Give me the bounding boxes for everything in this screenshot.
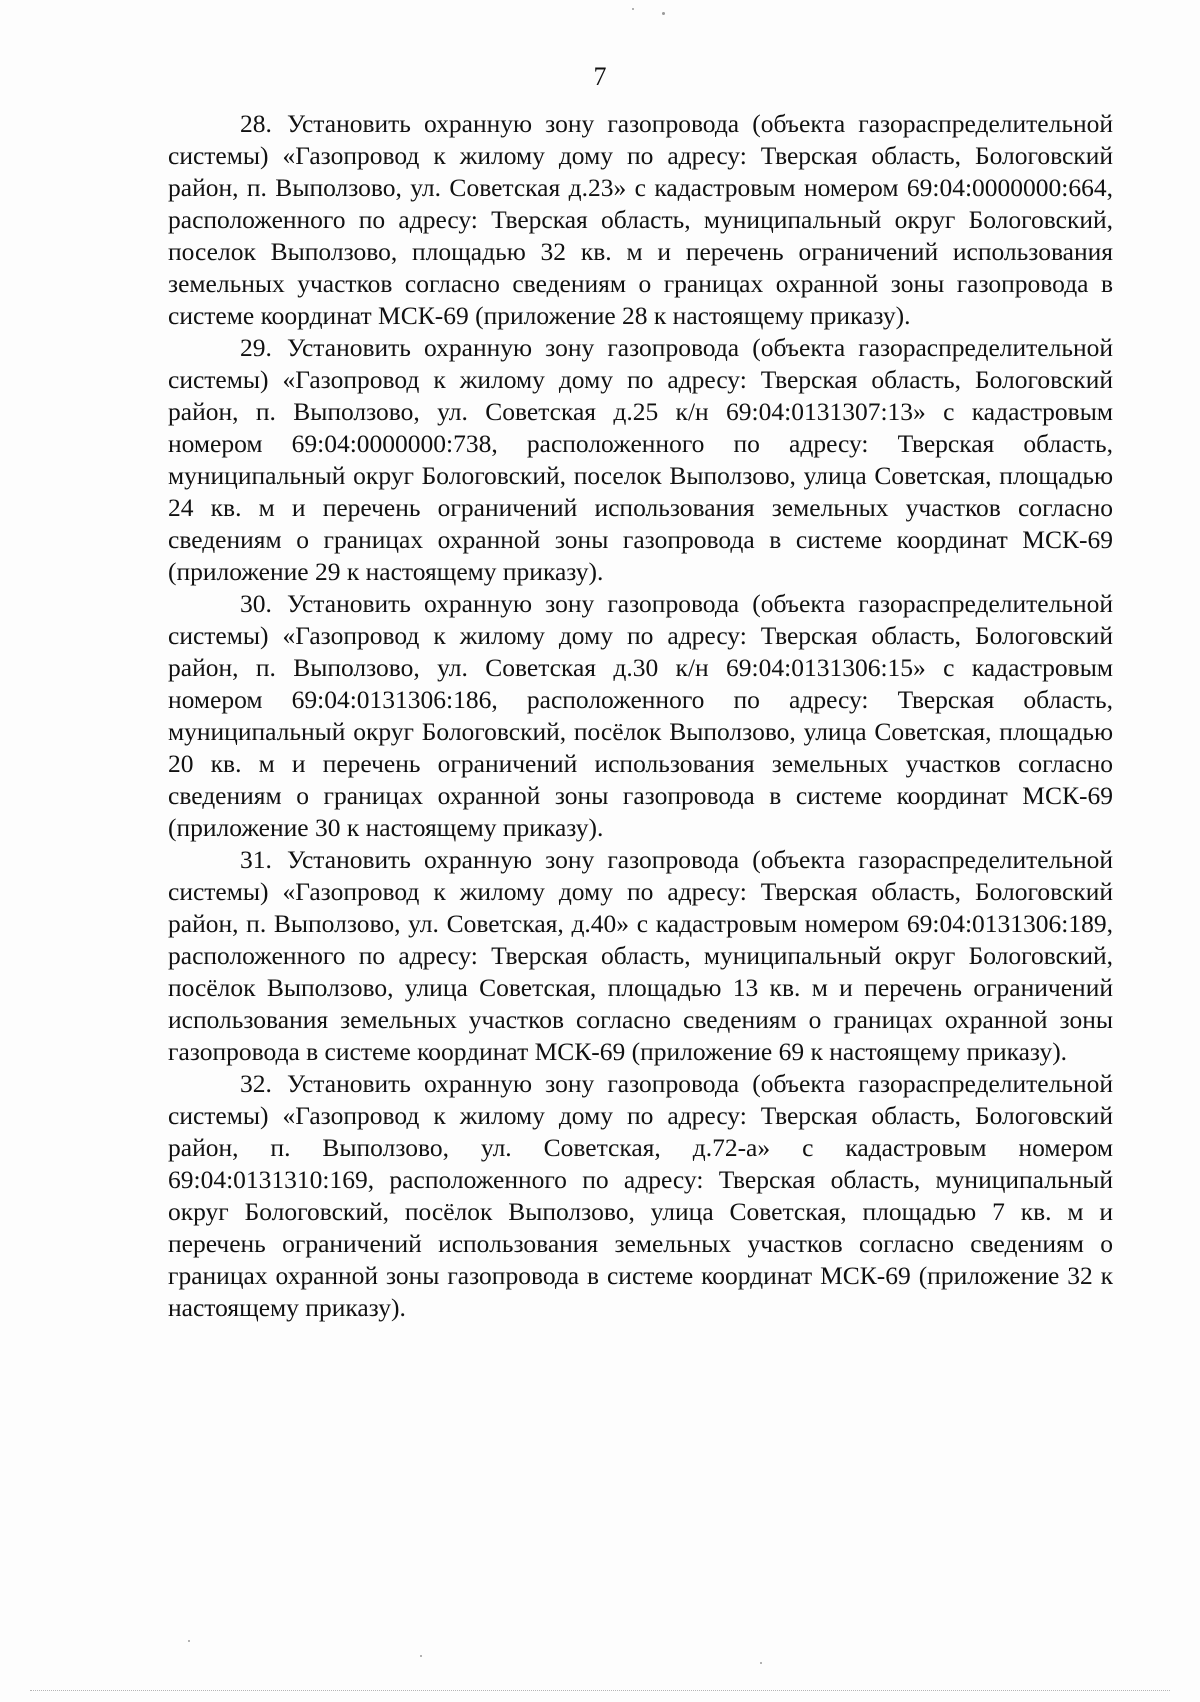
scan-speck bbox=[420, 1655, 422, 1657]
paragraph-28 bbox=[168, 108, 1113, 332]
paragraph-text: Установить охранную зону газопровода (объекта газораспределительной системы) «Газопровод к жилому дому по адресу: Тверская область, Бологовский район, п. Выползово, ул. Советская, д.40» с кадастровым номером 69:04:0131306:189, расположенного по адресу: Тверская область, муниципальный округ Бологовский, посёлок Выползово, улица Советская, площадью 13 кв. м и перечень ограничений использования земельных участков согласно сведениям о границах охранной зоны газопровода в системе координат МСК-69 (приложение 69 к настоящему приказу). bbox=[168, 845, 1113, 1066]
scan-speck bbox=[188, 1640, 190, 1642]
paragraph-text: Установить охранную зону газопровода (объекта газораспределительной системы) «Газопровод к жилому дому по адресу: Тверская область, Бологовский район, п. Выползово, ул. Советская д.25 к/н 69:04:0131307:13» с кадастровым номером 69:04:0000000:738, расположенного по адресу: Тверская область, муниципальный округ Бологовский, поселок Выползово, улица Советская, площадью 24 кв. м и перечень ограничений использования земельных участков согласно сведениям о границах охранной зоны газопровода в системе координат МСК-69 (приложение 29 к настоящему приказу). bbox=[168, 333, 1113, 586]
scan-speck bbox=[760, 1662, 762, 1664]
scan-speck bbox=[662, 12, 665, 15]
scan-bottom-edge bbox=[30, 1690, 1170, 1692]
paragraph-text: Установить охранную зону газопровода (объекта газораспределительной системы) «Газопровод к жилому дому по адресу: Тверская область, Бологовский район, п. Выползово, ул. Советская, д.72-а» с кадастровым номером 69:04:0131310:169, расположенного по адресу: Тверская область, муниципальный округ Бологовский, посёлок Выползово, улица Советская, площадью 7 кв. м и перечень ограничений использования земельных участков согласно сведениям о границах охранной зоны газопровода в системе координат МСК-69 (приложение 32 к настоящему приказу). bbox=[168, 1069, 1113, 1322]
paragraph-number: 30. bbox=[240, 589, 272, 618]
paragraph-text: Установить охранную зону газопровода (объекта газораспределительной системы) «Газопровод к жилому дому по адресу: Тверская область, Бологовский район, п. Выползово, ул. Советская д.23» с кадастровым номером 69:04:0000000:664, расположенного по адресу: Тверская область, муниципальный округ Бологовский, поселок Выползово, площадью 32 кв. м и перечень ограничений использования земельных участков согласно сведениям о границах охранной зоны газопровода в системе координат МСК-69 (приложение 28 к настоящему приказу). bbox=[168, 109, 1113, 330]
paragraph-32 bbox=[168, 1068, 1113, 1324]
paragraph-30 bbox=[168, 588, 1113, 844]
paragraph-number: 28. bbox=[240, 109, 272, 138]
paragraph-number: 29. bbox=[240, 333, 272, 362]
page-number: 7 bbox=[593, 62, 607, 91]
paragraph-number: 31. bbox=[240, 845, 272, 874]
document-body bbox=[168, 108, 1113, 1324]
scan-speck bbox=[632, 8, 634, 10]
paragraph-31 bbox=[168, 844, 1113, 1068]
paragraph-29 bbox=[168, 332, 1113, 588]
paragraph-number: 32. bbox=[240, 1069, 272, 1098]
paragraph-text: Установить охранную зону газопровода (объекта газораспределительной системы) «Газопровод к жилому дому по адресу: Тверская область, Бологовский район, п. Выползово, ул. Советская д.30 к/н 69:04:0131306:15» с кадастровым номером 69:04:0131306:186, расположенного по адресу: Тверская область, муниципальный округ Бологовский, посёлок Выползово, улица Советская, площадью 20 кв. м и перечень ограничений использования земельных участков согласно сведениям о границах охранной зоны газопровода в системе координат МСК-69 (приложение 30 к настоящему приказу). bbox=[168, 589, 1113, 842]
